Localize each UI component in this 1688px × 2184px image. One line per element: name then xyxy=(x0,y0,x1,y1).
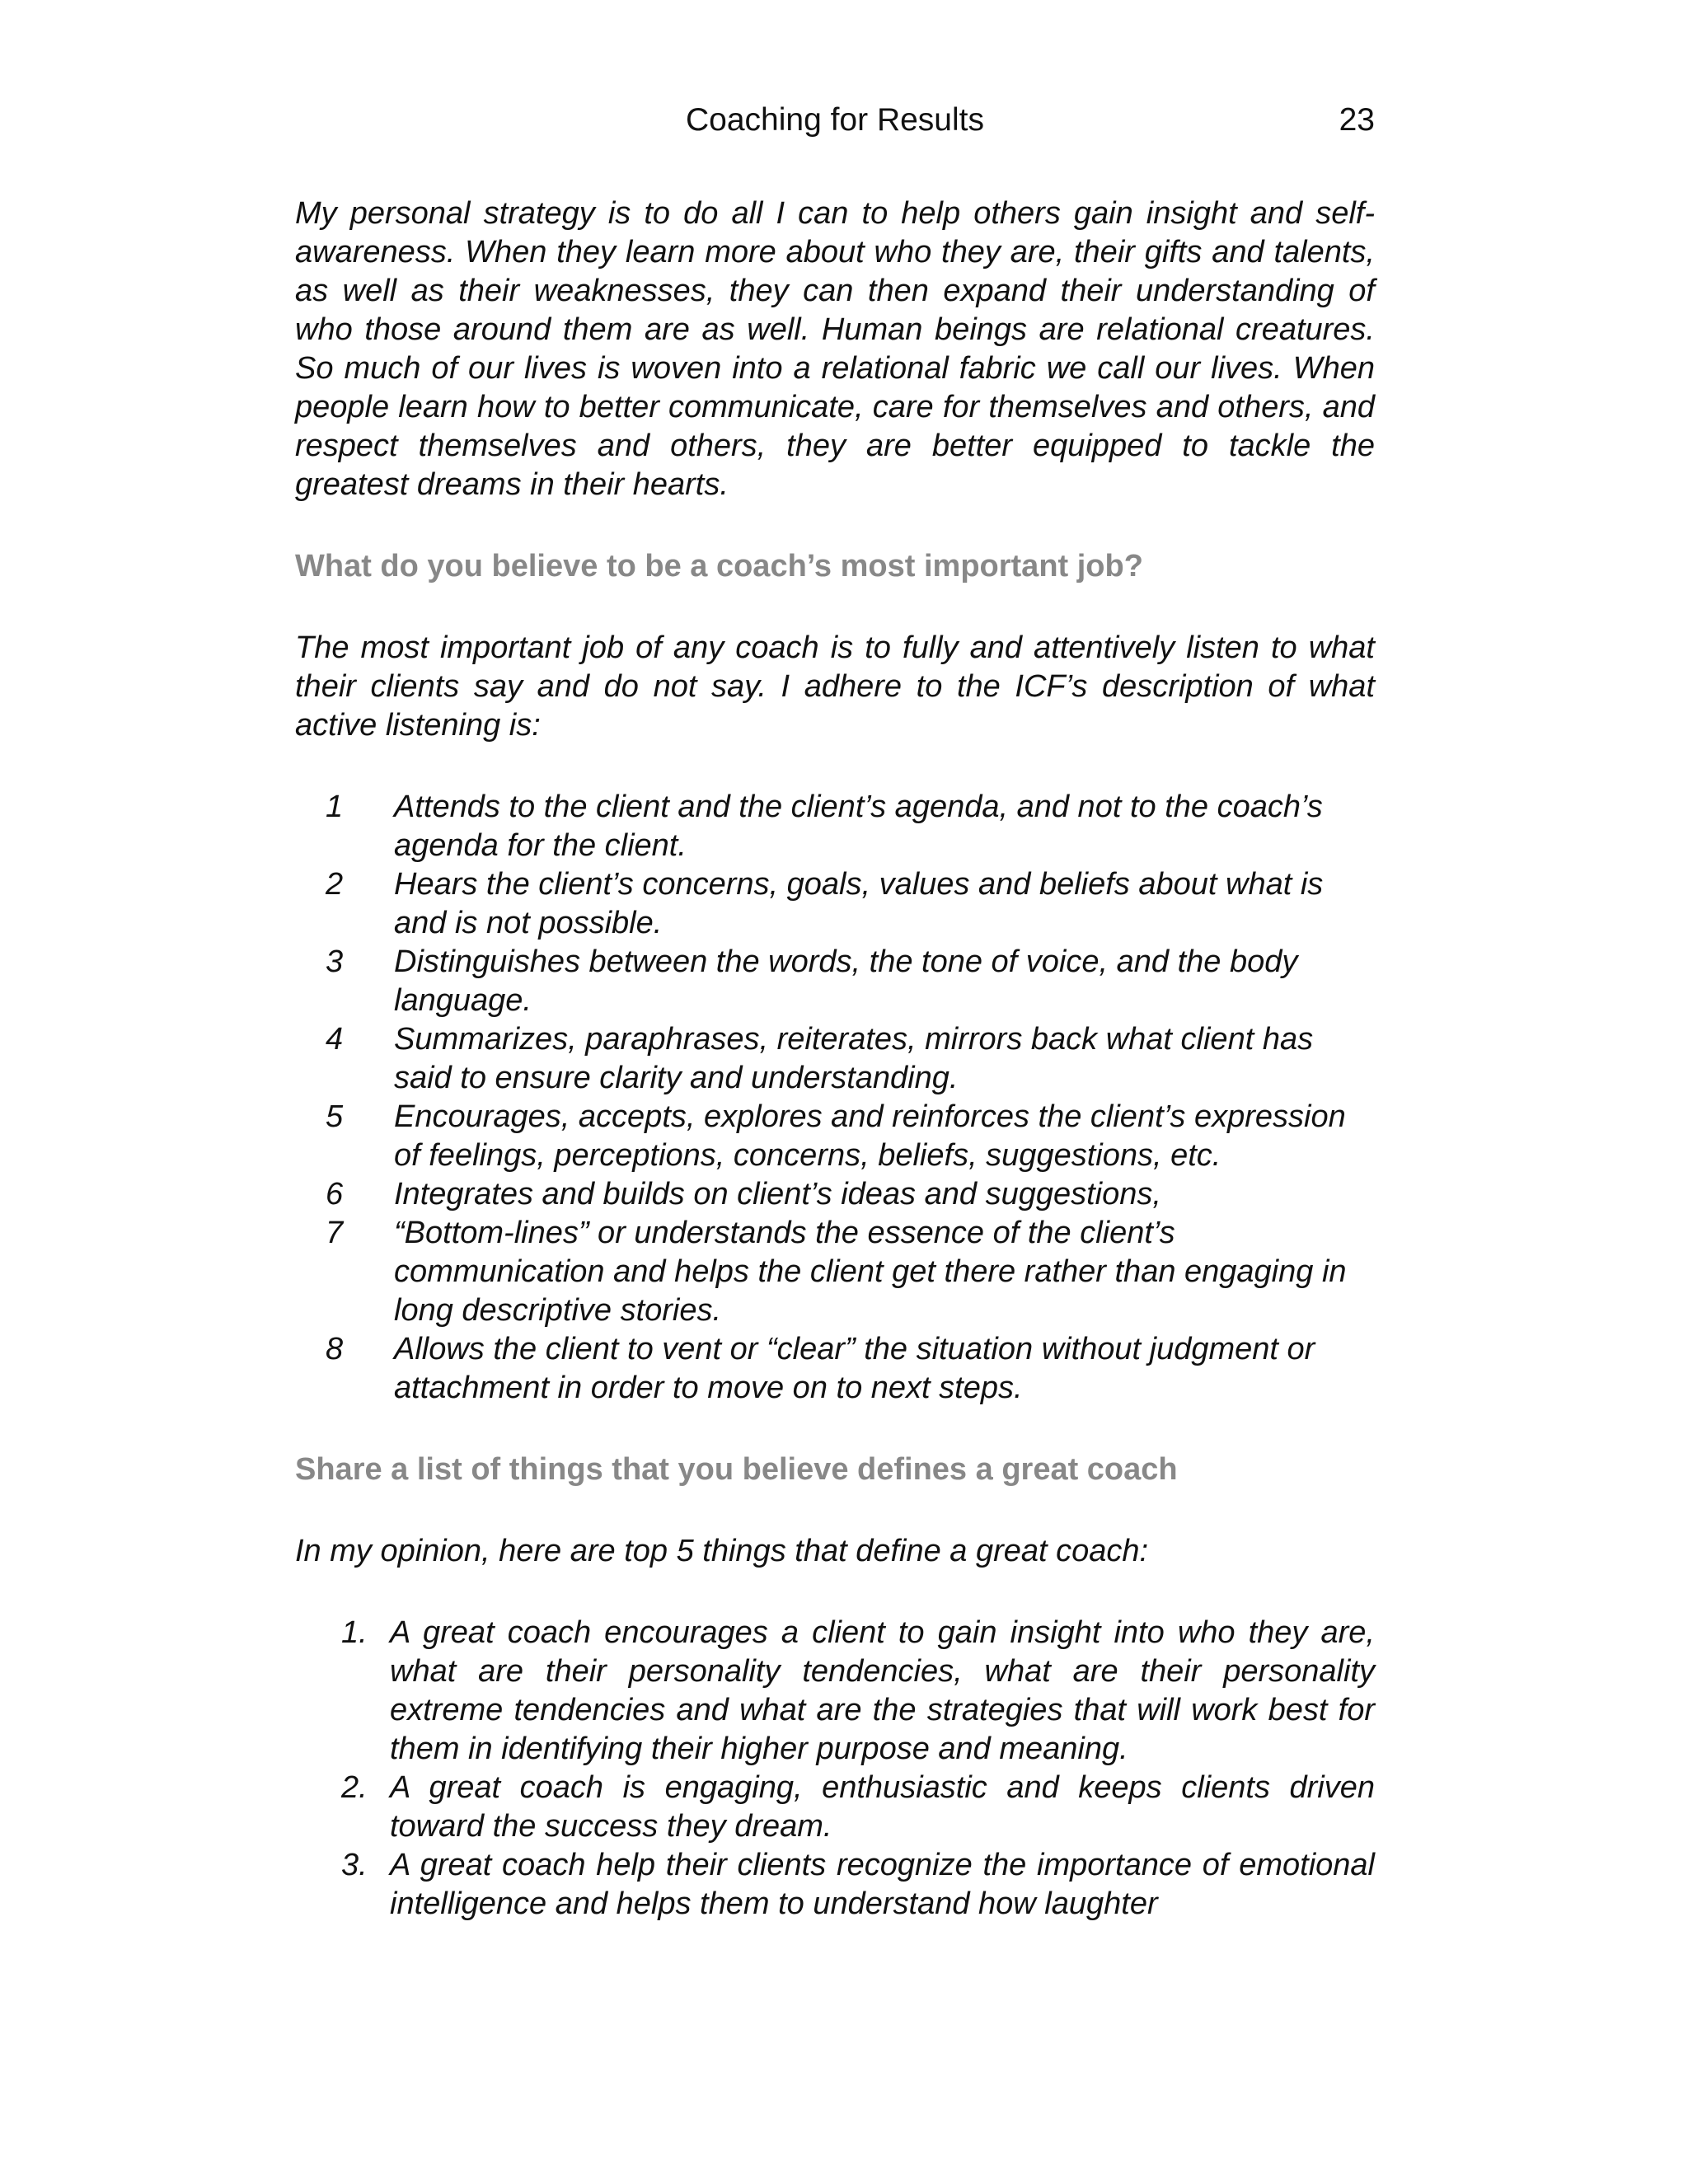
spacer xyxy=(295,745,1375,788)
list-item xyxy=(295,1098,1375,1175)
list-item-text: Allows the client to vent or “clear” the situation without judgment or attachment in order to move on to next steps. xyxy=(394,1332,1315,1405)
list-item-number: 5 xyxy=(326,1099,344,1134)
spacer xyxy=(295,1571,1375,1614)
list-item-text: A great coach is engaging, enthusiastic and keeps clients driven toward the success they dream. xyxy=(390,1770,1375,1844)
list-item xyxy=(295,1769,1375,1846)
list-item-number: 2 xyxy=(326,867,344,902)
list-item-number: 8 xyxy=(326,1332,344,1366)
spacer xyxy=(295,1408,1375,1451)
list-item-text: A great coach help their clients recognize the importance of emotional intelligence and helps them to understand how laughter xyxy=(390,1848,1375,1921)
list-item-text: “Bottom-lines” or understands the essence of the client’s communication and helps the client get there rather than engaging in long descriptive stories. xyxy=(394,1216,1347,1328)
active-listening-list xyxy=(295,788,1375,1408)
great-coach-list xyxy=(295,1614,1375,1924)
list-item-number: 3. xyxy=(341,1848,368,1882)
list-item xyxy=(295,1020,1375,1098)
list-item-text: Distinguishes between the words, the tone of voice, and the body language. xyxy=(394,944,1298,1018)
list-item xyxy=(295,1614,1375,1769)
list-item-text: A great coach encourages a client to gain insight into who they are, what are their personality tendencies, what are their personality extreme tendencies and what are the strategies that will work best for them in identifying their higher purpose and meaning. xyxy=(390,1615,1375,1766)
running-title: Coaching for Results xyxy=(685,102,984,138)
answer-paragraph-great-coach: In my opinion, here are top 5 things that define a great coach: xyxy=(295,1534,1149,1568)
list-item-number: 1 xyxy=(326,790,344,824)
section-heading-coach-job: What do you believe to be a coach’s most important job? xyxy=(295,549,1143,583)
list-item-number: 1. xyxy=(341,1615,368,1650)
list-item xyxy=(295,1330,1375,1408)
spacer xyxy=(295,1489,1375,1532)
page-number: 23 xyxy=(1339,102,1375,138)
list-item xyxy=(295,1214,1375,1330)
list-item-text: Integrates and builds on client’s ideas and suggestions, xyxy=(394,1177,1161,1212)
list-item-text: Summarizes, paraphrases, reiterates, mirrors back what client has said to ensure clarity and understanding. xyxy=(394,1022,1314,1095)
list-item xyxy=(295,943,1375,1020)
list-item-text: Attends to the client and the client’s agenda, and not to the coach’s agenda for the client. xyxy=(394,790,1323,863)
spacer xyxy=(295,504,1375,547)
list-item-number: 4 xyxy=(326,1022,344,1057)
list-item xyxy=(295,788,1375,865)
answer-paragraph-coach-job: The most important job of any coach is to fully and attentively listen to what their clients say and do not say. I adhere to the ICF’s description of what active listening is: xyxy=(295,630,1375,743)
spacer xyxy=(295,586,1375,629)
section-heading-great-coach: Share a list of things that you believe defines a great coach xyxy=(295,1452,1178,1487)
list-item-number: 3 xyxy=(326,944,344,979)
list-item-number: 6 xyxy=(326,1177,344,1212)
list-item xyxy=(295,1175,1375,1214)
running-header xyxy=(295,97,1375,143)
list-item-number: 2. xyxy=(341,1770,368,1805)
list-item xyxy=(295,865,1375,943)
list-item xyxy=(295,1846,1375,1924)
page-content xyxy=(295,194,1375,1924)
list-item-number: 7 xyxy=(326,1216,344,1250)
list-item-text: Hears the client’s concerns, goals, values and beliefs about what is and is not possible. xyxy=(394,867,1324,940)
intro-paragraph: My personal strategy is to do all I can to help others gain insight and self-awareness. When they learn more about who they are, their gifts and talents, as well as their weaknesses, they can then expand their understanding of who those around them are as well. Human beings are relational creatures. So much of our lives is woven into a relational fabric we call our lives. When people learn how to better communicate, care for themselves and others, and respect themselves and others, they are better equipped to tackle the greatest dreams in their hearts. xyxy=(295,196,1375,502)
list-item-text: Encourages, accepts, explores and reinforces the client’s expression of feelings, perceptions, concerns, beliefs, suggestions, etc. xyxy=(394,1099,1346,1173)
